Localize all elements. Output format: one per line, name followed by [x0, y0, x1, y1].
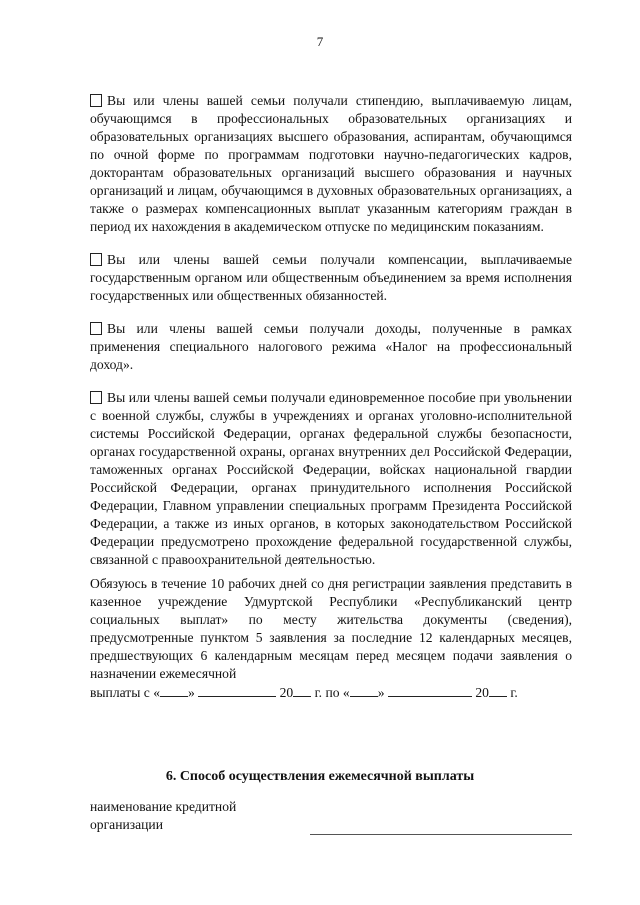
bank-label-line-1: наименование кредитной: [90, 799, 237, 814]
checkbox-stipend[interactable]: [90, 94, 102, 107]
checkbox-item-severance: [90, 389, 572, 569]
bank-name-field[interactable]: [310, 834, 572, 835]
checkbox-item-stipend: [90, 92, 572, 236]
end-month-field[interactable]: [388, 683, 472, 697]
checkbox-item-text: Вы или члены вашей семьи получали компенсации, выплачиваемые государственным органом или общественным объединением за время исполнения государственных или общественных обязанностей.: [90, 252, 572, 303]
end-day-field[interactable]: [350, 683, 378, 697]
pledge-period-line: выплаты с « » 20 г. по « » 20 г.: [90, 685, 518, 700]
checkbox-item-professional-income: [90, 320, 572, 374]
pledge-paragraph: Обязуюсь в течение 10 рабочих дней со дня регистрации заявления представить в казенное учреждение Удмуртской Республики «Республиканский центр социальных выплат» по месту жительства документы (сведения), предусмотренные пунктом 5 заявления за последние 12 календарных месяцев, предшествующих 6 календарным месяцам перед месяцем подачи заявления о назначении ежемесячной: [90, 576, 572, 681]
form-content: [90, 92, 572, 702]
checkbox-item-text: Вы или члены вашей семьи получали единовременное пособие при увольнении с военной службы, службы в учреждениях и органах уголовно-исполнительной системы Российской Федерации, органах федеральной службы безопасности, органах государственной охраны, органах внутренних дел Российской Федерации, таможенных органах Российской Федерации, войсках национальной гвардии Российской Федерации, органах принудительного исполнения Российской Федерации, Главном управлении специальных программ Президента Российской Федерации, а также из иных органов, в которых законодательством Российской Федерации предусмотрено прохождение федеральной государственной службы, связанной с правоохранительной деятельностью.: [90, 390, 572, 567]
bank-label-line-2: организации: [90, 817, 163, 832]
start-year-field[interactable]: [293, 683, 311, 697]
page-number: 7: [316, 34, 324, 49]
checkbox-compensation[interactable]: [90, 253, 102, 266]
checkbox-item-compensation: [90, 251, 572, 305]
start-day-field[interactable]: [160, 683, 188, 697]
checkbox-item-text: Вы или члены вашей семьи получали стипендию, выплачиваемую лицам, обучающимся в профессиональных образовательных организациях и образовательных организациях высшего образования, аспирантам, обучающимся по очной форме по программам подготовки научно-педагогических кадров, докторантам образовательных организаций высшего образования и научных организаций и лицам, обучающимся в духовных образовательных организациях, а также о размерах компенсационных выплат указанным категориям граждан в период их нахождения в академическом отпуске по медицинским показаниям.: [90, 93, 572, 234]
start-month-field[interactable]: [198, 683, 276, 697]
checkbox-severance[interactable]: [90, 391, 102, 404]
end-year-field[interactable]: [489, 683, 507, 697]
section-title: 6. Способ осуществления ежемесячной выплаты: [165, 769, 475, 784]
checkbox-item-text: Вы или члены вашей семьи получали доходы, полученные в рамках применения специального налогового режима «Налог на профессиональный доход».: [90, 321, 572, 372]
bank-name-label: [90, 798, 236, 834]
checkbox-professional-income[interactable]: [90, 322, 102, 335]
